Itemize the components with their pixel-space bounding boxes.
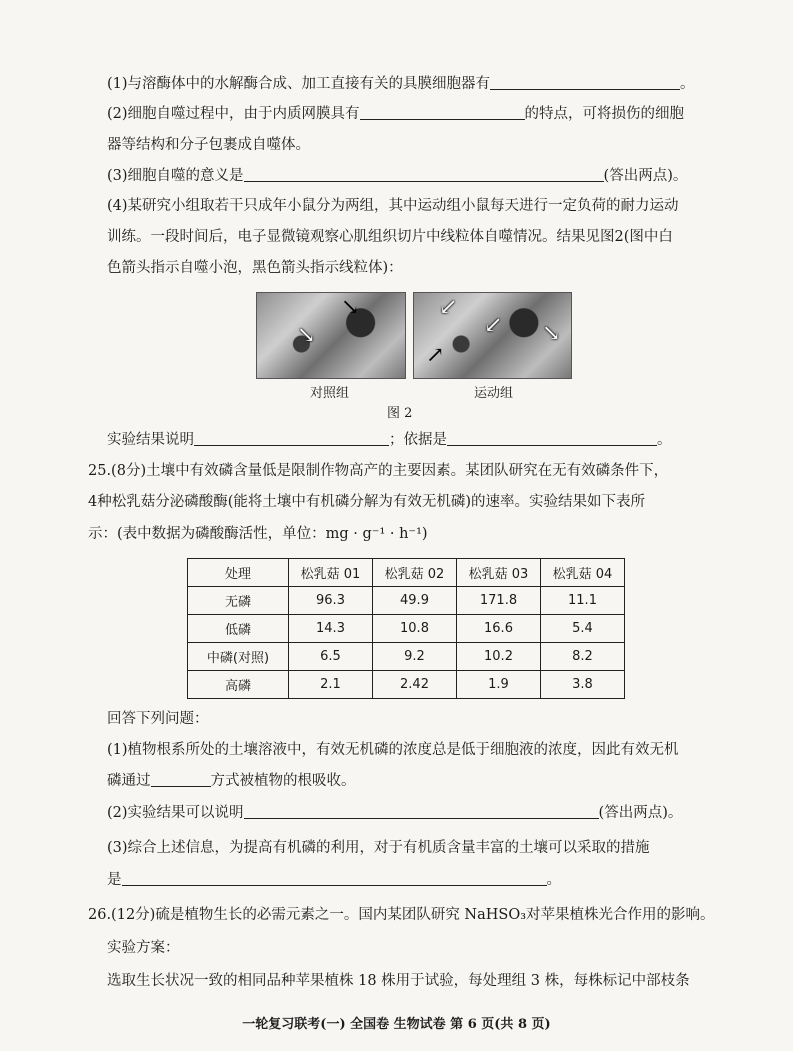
black-arrow-icon: ↘ — [341, 295, 360, 320]
table-row — [188, 643, 625, 671]
q25-intro-line2: 4种松乳菇分泌磷酸酶(能将土壤中有机磷分解为有效无机磷)的速率。实验结果如下表所 — [88, 494, 646, 510]
answer-blank[interactable] — [244, 804, 599, 819]
q25-intro-line3: 示：(表中数据为磷酸酶活性，单位：mg · g⁻¹ · h⁻¹) — [88, 526, 428, 542]
answer-blank[interactable] — [447, 431, 657, 446]
phosphatase-activity-table — [187, 558, 625, 699]
table-cell: 3.8 — [541, 671, 625, 699]
white-arrow-icon: ↘ — [297, 323, 316, 348]
q24-part2: (2)细胞自噬过程中，由于内质网膜具有 的特点，可将损伤的细胞 — [107, 106, 685, 122]
q25-answer2: (2)实验结果可以说明 (答出两点)。 — [107, 805, 683, 821]
table-cell: 10.2 — [457, 643, 541, 671]
table-cell: 5.4 — [541, 615, 625, 643]
table-header-cell: 松乳菇 02 — [373, 559, 457, 587]
white-arrow-icon: ↙ — [439, 295, 458, 320]
q25-answer1-line1: (1)植物根系所处的土壤溶液中，有效无机磷的浓度总是低于细胞液的浓度，因此有效无机 — [107, 742, 679, 758]
table-cell: 高磷 — [188, 671, 289, 699]
table-header-cell: 松乳菇 03 — [457, 559, 541, 587]
table-header-cell: 松乳菇 01 — [289, 559, 373, 587]
q25-answer3-line1: (3)综合上述信息，为提高有机磷的利用，对于有机质含量丰富的土壤可以采取的措施 — [107, 840, 650, 856]
q25-answer-prompt: 回答下列问题： — [107, 711, 209, 727]
q26-plan-text: 选取生长状况一致的相同品种苹果植株 18 株用于试验，每处理组 3 株，每株标记中部枝条 — [107, 973, 690, 989]
figure-exercise-micrograph — [413, 292, 572, 379]
figure-control-micrograph — [256, 292, 406, 379]
q24-part4-line3: 色箭头指示自噬小泡，黑色箭头指示线粒体)： — [107, 260, 403, 276]
table-cell: 1.9 — [457, 671, 541, 699]
table-cell: 2.1 — [289, 671, 373, 699]
page-footer: 一轮复习联考(一) 全国卷 生物试卷 第 6 页(共 8 页) — [242, 1017, 551, 1032]
answer-blank[interactable] — [244, 167, 604, 182]
table-cell: 10.8 — [373, 615, 457, 643]
q24-result: 实验结果说明 ；依据是 。 — [107, 432, 672, 448]
answer-blank[interactable] — [194, 431, 389, 446]
table-cell: 14.3 — [289, 615, 373, 643]
answer-blank[interactable] — [151, 772, 211, 787]
table-cell: 无磷 — [188, 587, 289, 615]
table-cell: 9.2 — [373, 643, 457, 671]
q24-part4-line2: 训练。一段时间后，电子显微镜观察心肌组织切片中线粒体自噬情况。结果见图2(图中白 — [107, 229, 673, 245]
table-cell: 6.5 — [289, 643, 373, 671]
table-row — [188, 587, 625, 615]
table-row — [188, 615, 625, 643]
q26-plan-label: 实验方案： — [107, 940, 180, 956]
table-cell: 96.3 — [289, 587, 373, 615]
q25-answer3-line2: 是 。 — [107, 872, 561, 888]
table-cell: 2.42 — [373, 671, 457, 699]
figure-caption: 图 2 — [387, 406, 413, 421]
table-header-row — [188, 559, 625, 587]
white-arrow-icon: ↙ — [484, 313, 503, 338]
q25-intro-line1: 25.(8分)土壤中有效磷含量低是限制作物高产的主要因素。某团队研究在无有效磷条件下， — [88, 463, 669, 479]
figure-label-control: 对照组 — [310, 386, 350, 401]
table-cell: 11.1 — [541, 587, 625, 615]
answer-blank[interactable] — [360, 105, 525, 120]
answer-blank[interactable] — [122, 871, 547, 886]
table-cell: 49.9 — [373, 587, 457, 615]
answer-blank[interactable] — [490, 75, 680, 90]
table-cell: 171.8 — [457, 587, 541, 615]
q24-part1: (1)与溶酶体中的水解酶合成、加工直接有关的具膜细胞器有 。 — [107, 76, 695, 92]
table-cell: 16.6 — [457, 615, 541, 643]
white-arrow-icon: ↘ — [542, 321, 561, 346]
table-header-cell: 处理 — [188, 559, 289, 587]
black-arrow-icon: ↗ — [426, 343, 445, 368]
figure-label-exercise: 运动组 — [474, 386, 514, 401]
q24-part2-cont: 器等结构和分子包裹成自噬体。 — [107, 137, 310, 153]
q26-intro: 26.(12分)硫是植物生长的必需元素之一。国内某团队研究 NaHSO₃对苹果植株光合作用的影响。 — [88, 907, 715, 923]
q24-part3: (3)细胞自噬的意义是 (答出两点)。 — [107, 168, 688, 184]
table-cell: 8.2 — [541, 643, 625, 671]
q25-answer1-line2: 磷通过 方式被植物的根吸收。 — [107, 773, 356, 789]
q24-part4-line1: (4)某研究小组取若干只成年小鼠分为两组，其中运动组小鼠每天进行一定负荷的耐力运动 — [107, 198, 679, 214]
table-header-cell: 松乳菇 04 — [541, 559, 625, 587]
table-row — [188, 671, 625, 699]
table-cell: 低磷 — [188, 615, 289, 643]
table-cell: 中磷(对照) — [188, 643, 289, 671]
